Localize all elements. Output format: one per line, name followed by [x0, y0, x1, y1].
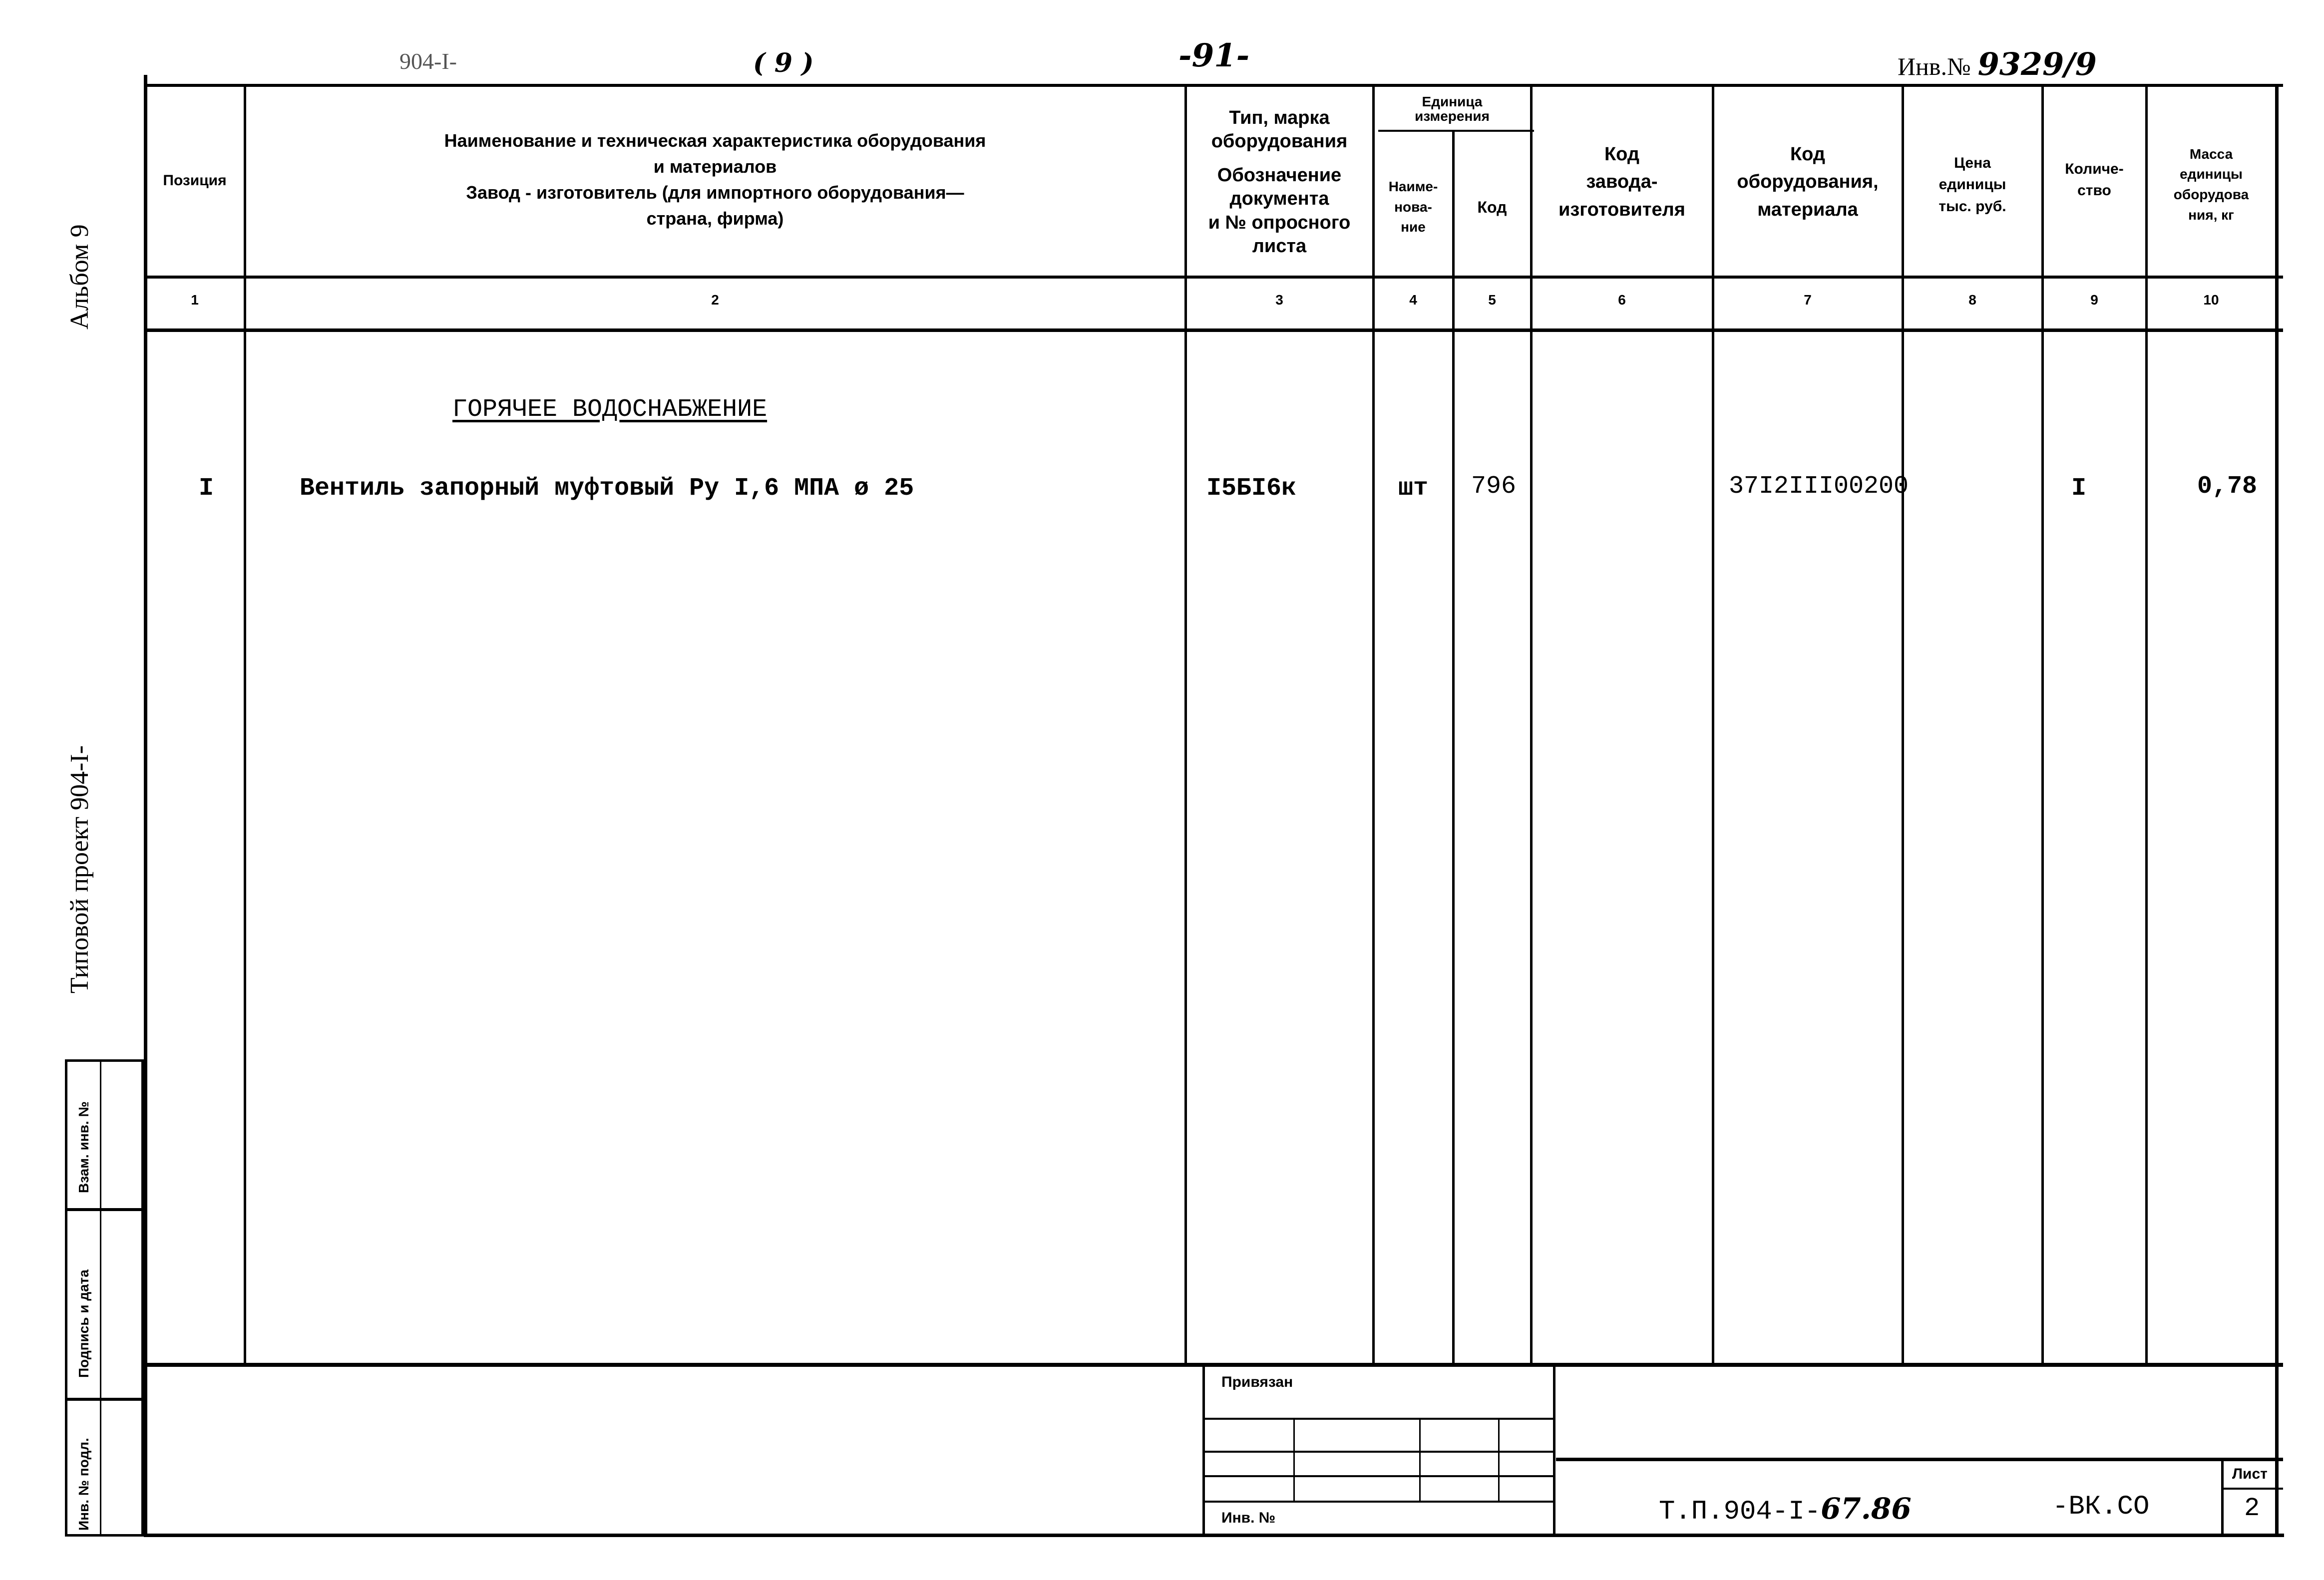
stamp-divider	[65, 1398, 144, 1401]
col-line	[2041, 84, 2044, 1365]
header-text: Позиция	[163, 172, 227, 189]
footer-line	[1202, 1418, 1553, 1420]
footer-line	[1419, 1418, 1421, 1501]
stamp-podl: Инв. № подл.	[76, 1438, 91, 1531]
stamp-divider	[100, 1059, 101, 1537]
title-block-line	[2221, 1461, 2224, 1534]
unit-group-line	[1378, 130, 1534, 132]
header-text: Код	[1790, 144, 1826, 165]
column-number: 9	[2090, 292, 2098, 308]
column-number: 6	[1618, 292, 1626, 308]
privyazan-label: Привязан	[1221, 1374, 1293, 1390]
frame-right	[2275, 84, 2279, 1537]
column-number: 8	[1968, 292, 1976, 308]
header-text: Цена	[1954, 154, 1991, 171]
col-line	[1372, 84, 1375, 1365]
column-number: 5	[1488, 292, 1496, 308]
footer-line	[1202, 1501, 1553, 1503]
header-unit-name	[1374, 150, 1452, 265]
header-name	[246, 105, 1184, 255]
document-code-prefix: Т.П.904-I-	[1659, 1497, 1821, 1527]
header-mass	[2147, 120, 2275, 250]
row-material-code: 37I2III00200	[1729, 472, 1909, 501]
header-unit-group	[1374, 88, 1530, 130]
header-text: единицы	[1938, 176, 2006, 193]
column-number: 4	[1409, 292, 1417, 308]
header-position	[146, 86, 244, 276]
header-text: Наименование и техническая характеристика оборудования	[444, 130, 986, 151]
header-text: Завод - изготовитель (для импортного оборудования—	[466, 182, 964, 203]
header-bottom-line	[144, 276, 2283, 279]
header-type	[1186, 100, 1372, 265]
footer-line	[1553, 1363, 1555, 1534]
header-text: документа	[1229, 188, 1329, 209]
footer-line	[1498, 1418, 1500, 1501]
footer-top-line	[144, 1363, 2283, 1367]
header-text: Единица	[1422, 93, 1483, 109]
row-name: Вентиль запорный муфтовый Ру I,6 МПА ø 25	[300, 474, 914, 503]
header-text: тыс. руб.	[1938, 198, 2006, 215]
inventory-number	[1898, 46, 2097, 82]
header-text: Масса	[2189, 146, 2233, 162]
header-text: нова-	[1394, 199, 1432, 215]
header-text: измерения	[1415, 108, 1490, 124]
row-position: I	[199, 474, 214, 503]
header-text: Код	[1604, 144, 1640, 165]
header-text: Обозначение	[1217, 164, 1342, 186]
page-number: -91-	[1178, 37, 1250, 74]
col-line	[1530, 84, 1533, 1365]
header-text: оборудования,	[1737, 171, 1879, 193]
sheet-label: Лист	[2232, 1466, 2268, 1482]
section-title: ГОРЯЧЕЕ ВОДОСНАБЖЕНИЕ	[452, 395, 768, 424]
row-type: I5БI6к	[1206, 474, 1297, 503]
col-line	[244, 84, 246, 1365]
column-number: 10	[2203, 292, 2219, 308]
header-text: и материалов	[653, 156, 777, 177]
album-label: Альбом 9	[65, 224, 94, 329]
header-text: единицы	[2180, 166, 2243, 182]
project-label: Типовой проект 904-I-	[65, 745, 94, 993]
header-unit-code	[1454, 150, 1530, 265]
header-text: и № опросного	[1208, 212, 1351, 233]
header-text: Тип, марка	[1229, 107, 1330, 128]
column-number: 1	[191, 292, 199, 308]
document-suffix: -ВК.СО	[2052, 1492, 2150, 1522]
header-text: материала	[1757, 199, 1858, 220]
frame-bottom	[144, 1534, 2284, 1537]
project-code: 904-I-	[399, 48, 457, 74]
header-text: ние	[1401, 219, 1426, 235]
header-text: страна, фирма)	[646, 208, 784, 229]
inventory-number-label: Инв. №	[1221, 1510, 1276, 1526]
column-number: 7	[1804, 292, 1812, 308]
header-text: оборудова	[2173, 187, 2249, 202]
col-line	[1452, 130, 1455, 1365]
col-line	[2145, 84, 2148, 1365]
header-text: листа	[1252, 236, 1307, 257]
footer-line	[1202, 1363, 1205, 1534]
header-text: завода-	[1586, 171, 1658, 193]
sheet-number: 2	[2244, 1494, 2260, 1523]
stamp-podpis: Подпись и дата	[76, 1269, 91, 1378]
header-text: оборудования	[1211, 131, 1348, 152]
inventory-value: 9329/9	[1977, 46, 2097, 82]
header-text: изготовителя	[1558, 199, 1685, 220]
document-code-hand: 67.86	[1821, 1492, 1912, 1526]
row-mass: 0,78	[2197, 472, 2258, 501]
row-unit-code: 796	[1471, 472, 1517, 501]
column-numbers-line	[144, 328, 2283, 332]
footer-line	[1202, 1475, 1553, 1477]
col-line	[1184, 84, 1187, 1365]
header-text: ния, кг	[2188, 207, 2234, 223]
title-block-line	[2221, 1488, 2283, 1490]
row-quantity: I	[2071, 474, 2087, 503]
column-number: 3	[1275, 292, 1283, 308]
header-material-code	[1714, 115, 1902, 250]
stamp-vzam: Взам. инв. №	[76, 1101, 91, 1193]
header-price	[1904, 120, 2041, 250]
col-line	[1712, 84, 1714, 1365]
column-number: 2	[711, 292, 719, 308]
col-line	[1902, 84, 1904, 1365]
album-number: ( 9 )	[753, 48, 814, 78]
row-unit-name: шт	[1398, 474, 1429, 503]
header-text: ство	[2077, 182, 2111, 199]
inventory-label: Инв.№	[1898, 52, 1971, 80]
footer-line	[1202, 1451, 1553, 1453]
footer-line	[1293, 1418, 1295, 1501]
header-text: Количе-	[2065, 160, 2124, 177]
frame-top	[144, 84, 2283, 87]
header-text: Код	[1477, 198, 1507, 216]
title-block-line	[1556, 1458, 2283, 1461]
header-text: Наиме-	[1388, 179, 1438, 195]
header-factory-code	[1532, 115, 1712, 250]
header-quantity	[2043, 120, 2145, 240]
stamp-divider	[65, 1208, 144, 1211]
document-code	[1659, 1492, 1912, 1527]
